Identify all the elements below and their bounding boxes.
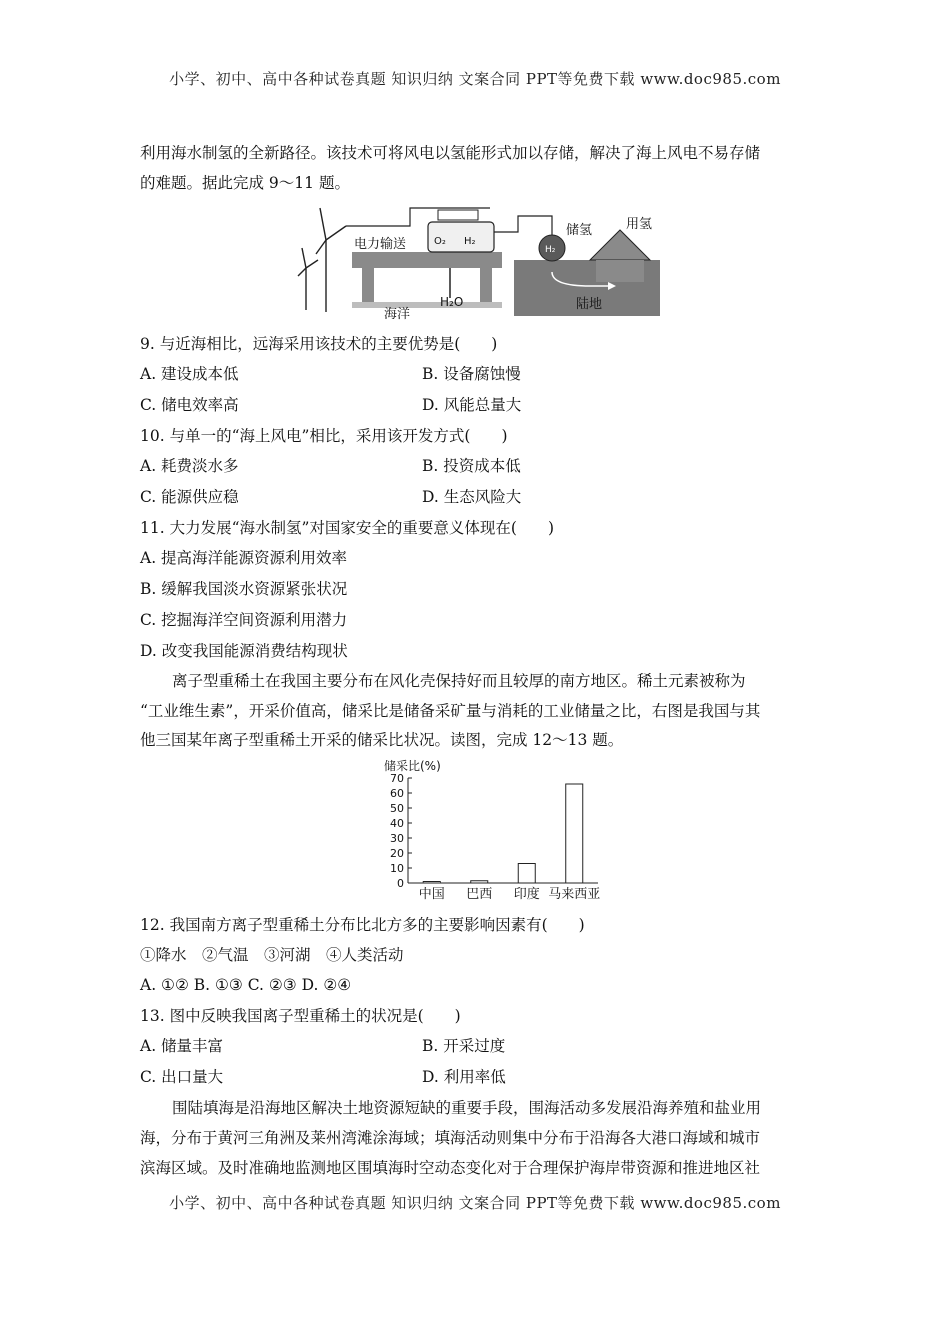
y-tick-label: 10 bbox=[390, 862, 404, 875]
y-tick-label: 50 bbox=[390, 802, 404, 815]
q9-option-d[interactable]: D. 风能总量大 bbox=[422, 396, 522, 414]
intro3-line3: 滨海区域。及时准确地监测地区围填海时空动态变化对于合理保护海岸带资源和推进地区社 bbox=[140, 1159, 761, 1177]
q10-option-b[interactable]: B. 投资成本低 bbox=[422, 457, 521, 475]
y-tick-label: 30 bbox=[390, 832, 404, 845]
q13-option-a[interactable]: A. 储量丰富 bbox=[140, 1037, 224, 1055]
svg-text:O₂: O₂ bbox=[434, 236, 446, 247]
q9-option-b[interactable]: B. 设备腐蚀慢 bbox=[422, 365, 521, 383]
intro1-line1: 利用海水制氢的全新路径。该技术可将风电以氢能形式加以存储，解决了海上风电不易存储 bbox=[140, 144, 761, 162]
q10-option-d[interactable]: D. 生态风险大 bbox=[422, 488, 522, 506]
wind-turbine-icon bbox=[298, 208, 346, 312]
intro2-line1: 离子型重稀土在我国主要分布在风化壳保持好而且较厚的南方地区。稀土元素被称为 bbox=[172, 672, 746, 690]
bar-1 bbox=[471, 881, 488, 883]
q13-option-b[interactable]: B. 开采过度 bbox=[422, 1037, 506, 1055]
land-label: 陆地 bbox=[576, 297, 603, 312]
q12-items: ①降水 ②气温 ③河湖 ④人类活动 bbox=[140, 946, 404, 964]
ocean-label: 海洋 bbox=[384, 307, 411, 322]
q13-option-c[interactable]: C. 出口量大 bbox=[140, 1068, 224, 1086]
q11-option-a[interactable]: A. 提高海洋能源资源利用效率 bbox=[140, 549, 348, 567]
y-tick-label: 20 bbox=[390, 847, 404, 860]
q13-option-d[interactable]: D. 利用率低 bbox=[422, 1068, 506, 1086]
q11-option-b[interactable]: B. 缓解我国淡水资源紧张状况 bbox=[140, 580, 348, 598]
bar-0 bbox=[423, 882, 440, 884]
q12-stem: 12. 我国南方离子型重稀土分布比北方多的主要影响因素有( ) bbox=[140, 916, 585, 934]
house-icon bbox=[590, 230, 650, 260]
q11-option-d[interactable]: D. 改变我国能源消费结构现状 bbox=[140, 642, 348, 660]
q10-stem: 10. 与单一的“海上风电”相比，采用该开发方式( ) bbox=[140, 427, 508, 445]
bar-3 bbox=[566, 784, 583, 883]
bar-2 bbox=[518, 864, 535, 884]
q10-option-a[interactable]: A. 耗费淡水多 bbox=[140, 457, 239, 475]
reserve-ratio-chart bbox=[380, 756, 610, 902]
storage-label: 储氢 bbox=[566, 223, 593, 238]
x-tick-label: 中国 bbox=[418, 887, 445, 902]
x-tick-label: 巴西 bbox=[466, 887, 493, 902]
sea-platform bbox=[352, 252, 502, 268]
y-tick-label: 0 bbox=[397, 877, 404, 890]
svg-text:H₂: H₂ bbox=[545, 245, 556, 255]
page-footer: 小学、初中、高中各种试卷真题 知识归纳 文案合同 PPT等免费下载 www.doc985.com bbox=[169, 1194, 781, 1212]
q10-option-c[interactable]: C. 能源供应稳 bbox=[140, 488, 239, 506]
intro3-line1: 围陆填海是沿海地区解决土地资源短缺的重要手段，围海活动多发展沿海养殖和盐业用 bbox=[172, 1099, 762, 1117]
q13-stem: 13. 图中反映我国离子型重稀土的状况是( ) bbox=[140, 1007, 461, 1025]
y-tick-label: 60 bbox=[390, 787, 404, 800]
intro1-line2: 的难题。据此完成 9～11 题。 bbox=[140, 174, 350, 192]
use-label: 用氢 bbox=[626, 217, 653, 232]
q9-option-c[interactable]: C. 储电效率高 bbox=[140, 396, 239, 414]
q9-stem: 9. 与近海相比，远海采用该技术的主要优势是( ) bbox=[140, 335, 498, 353]
intro2-line2: “工业维生素”，开采价值高，储采比是储备采矿量与消耗的工业储量之比，右图是我国与其 bbox=[140, 702, 761, 720]
water-label: H₂O bbox=[440, 295, 464, 309]
x-tick-label: 印度 bbox=[513, 887, 540, 902]
intro3-line2: 海，分布于黄河三角洲及莱州湾滩涂海域；填海活动则集中分布于沿海各大港口海域和城市 bbox=[140, 1129, 761, 1147]
x-tick-label: 马来西亚 bbox=[548, 887, 601, 902]
y-tick-label: 70 bbox=[390, 772, 404, 785]
q11-stem: 11. 大力发展“海水制氢”对国家安全的重要意义体现在( ) bbox=[140, 519, 555, 537]
q9-option-a[interactable]: A. 建设成本低 bbox=[140, 365, 239, 383]
intro2-line3: 他三国某年离子型重稀土开采的储采比状况。读图，完成 12～13 题。 bbox=[140, 731, 624, 749]
hydrogen-diagram bbox=[290, 202, 660, 322]
q12-options[interactable]: A. ①② B. ①③ C. ②③ D. ②④ bbox=[140, 976, 352, 994]
power-label: 电力输送 bbox=[354, 237, 407, 252]
q11-option-c[interactable]: C. 挖掘海洋空间资源利用潜力 bbox=[140, 611, 348, 629]
svg-text:H₂: H₂ bbox=[464, 236, 476, 247]
chart-ylabel: 储采比(%) bbox=[384, 759, 441, 773]
y-tick-label: 40 bbox=[390, 817, 404, 830]
page-header: 小学、初中、高中各种试卷真题 知识归纳 文案合同 PPT等免费下载 www.doc985.com bbox=[169, 70, 781, 88]
